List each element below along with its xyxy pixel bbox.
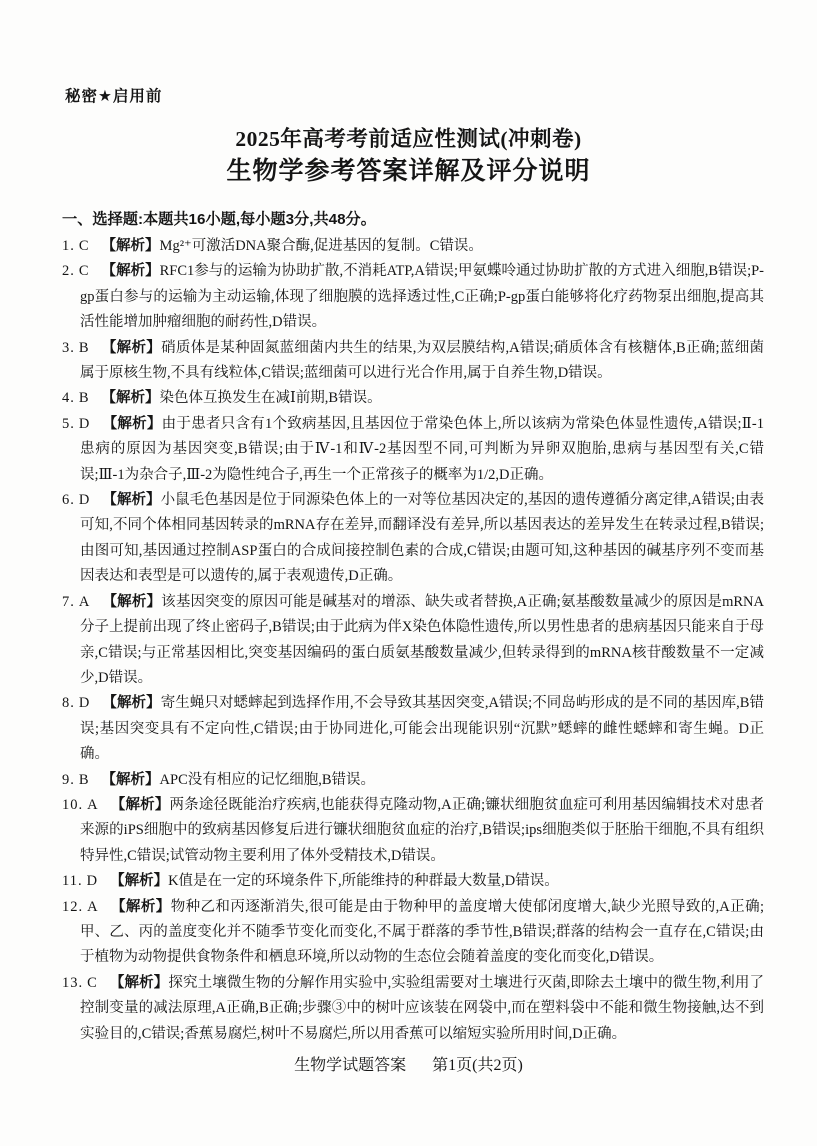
answers-list xyxy=(62,234,764,1047)
answer-item xyxy=(62,336,764,387)
explanation-text: 物种乙和丙逐渐消失,很可能是由于物种甲的盖度增大使郁闭度增大,缺少光照导致的,A正确;甲、乙、丙的盖度变化并不随季节变化而变化,不属于群落的季节性,B错误;群落的结构会一直存在,C错误;由于植物为动物提供食物条件和栖息环境,所以动物的生态位会随着盖度的变化而变化,D错误。 xyxy=(80,898,765,966)
answer-item xyxy=(62,412,764,488)
answer-item xyxy=(62,895,764,971)
explanation-text: 由于患者只含有1个致病基因,且基因位于常染色体上,所以该病为常染色体显性遗传,A错误;Ⅱ-1患病的原因为基因突变,B错误;由于Ⅳ-1和Ⅳ-2基因型不同,可判断为异卵双胞胎,患病与基因型有关,C错误;Ⅲ-1为杂合子,Ⅲ-2为隐性纯合子,再生一个正常孩子的概率为1/2,D正确。 xyxy=(80,415,764,483)
question-number: 3. xyxy=(62,339,75,356)
explanation-text: 探究土壤微生物的分解作用实验中,实验组需要对土壤进行灭菌,即除去土壤中的微生物,利用了控制变量的减法原理,A正确,B正确;步骤③中的树叶应该装在网袋中,而在塑料袋中不能和微生物接触,达不到实验目的,C错误;香蕉易腐烂,树叶不易腐烂,所以用香蕉可以缩短实验所用时间,D正确。 xyxy=(80,974,765,1042)
analysis-label: 【解析】 xyxy=(110,796,170,813)
analysis-label: 【解析】 xyxy=(102,695,161,712)
explanation-text: K值是在一定的环境条件下,所能维持的种群最大数量,D错误。 xyxy=(168,873,559,890)
analysis-label: 【解析】 xyxy=(110,873,169,890)
question-number: 7. xyxy=(62,593,75,610)
footer-document-name: 生物学试题答案 xyxy=(294,1057,407,1074)
footer-page-number: 第1页(共2页) xyxy=(432,1057,523,1074)
question-number: 10. xyxy=(62,796,84,813)
explanation-text: 小鼠毛色基因是位于同源染色体上的一对等位基因决定的,基因的遗传遵循分离定律,A错误;由表可知,不同个体相同基因转录的mRNA存在差异,而翻译没有差异,所以基因表达的差异发生在转录过程,B错误;由图可知,基因通过控制ASP蛋白的合成间接控制色素的合成,C错误;由题可知,这种基因的碱基序列不变而基因表达和表型是可以遗传的,属于表观遗传,D正确。 xyxy=(80,492,764,585)
explanation-text: 染色体互换发生在减Ⅰ前期,B错误。 xyxy=(159,390,382,407)
answer-letter: B xyxy=(78,771,89,788)
question-number: 12. xyxy=(62,898,84,915)
explanation-text: 两条途径既能治疗疾病,也能获得克隆动物,A正确;镰状细胞贫血症可利用基因编辑技术对患者来源的iPS细胞中的致病基因修复后进行镰状细胞贫血症的治疗,B错误;ips细胞类似于胚胎干细胞,不具有组织特异性,C错误;试管动物主要利用了体外受精技术,D错误。 xyxy=(80,796,765,864)
question-number: 2. xyxy=(62,263,75,280)
explanation-text: Mg²⁺可激活DNA聚合酶,促进基因的复制。C错误。 xyxy=(159,238,483,254)
answer-letter: D xyxy=(78,415,90,432)
question-number: 11. xyxy=(62,873,83,890)
explanation-text: RFC1参与的运输为协助扩散,不消耗ATP,A错误;甲氨蝶呤通过协助扩散的方式进入细胞,B错误;P-gp蛋白参与的运输为主动运输,体现了细胞膜的选择透过性,C正确;P-gp蛋白能够将化疗药物泵出细胞,提高其活性能增加肿瘤细胞的耐药性,D错误。 xyxy=(80,263,764,331)
analysis-label: 【解析】 xyxy=(102,593,162,610)
answer-letter: A xyxy=(87,796,98,813)
exam-title: 2025年高考考前适应性测试(冲刺卷) xyxy=(235,127,582,151)
explanation-text: APC没有相应的记忆细胞,B错误。 xyxy=(159,771,376,788)
explanation-text: 硝质体是某种固氮蓝细菌内共生的结果,为双层膜结构,A错误;硝质体含有核糖体,B正确;蓝细菌属于原核生物,不具有线粒体,C错误;蓝细菌可以进行光合作用,属于自养生物,D错误。 xyxy=(80,339,764,382)
answer-letter: A xyxy=(78,593,90,610)
answer-letter: C xyxy=(78,238,89,254)
analysis-label: 【解析】 xyxy=(109,974,169,991)
document-title: 生物学参考答案详解及评分说明 xyxy=(226,157,591,185)
analysis-label: 【解析】 xyxy=(101,339,162,356)
analysis-label: 【解析】 xyxy=(101,238,160,254)
answer-letter: D xyxy=(86,873,98,890)
answer-letter: C xyxy=(78,263,89,280)
section-heading-multiple-choice: 一、选择题:本题共16小题,每小题3分,共48分。 xyxy=(62,211,376,228)
answer-letter: D xyxy=(78,492,90,509)
answer-letter: B xyxy=(78,390,89,407)
analysis-label: 【解析】 xyxy=(101,390,160,407)
question-number: 13. xyxy=(62,974,84,991)
answer-letter: A xyxy=(87,898,98,915)
explanation-text: 该基因突变的原因可能是碱基对的增添、缺失或者替换,A正确;氨基酸数量减少的原因是mRNA分子上提前出现了终止密码子,B错误;由于此病为伴X染色体隐性遗传,所以男性患者的患病基因只能来自于母亲,C错误;与正常基因相比,突变基因编码的蛋白质氨基酸数量减少,但转录得到的mRNA核苷酸数量不一定减少,D错误。 xyxy=(80,593,765,686)
analysis-label: 【解析】 xyxy=(110,898,171,915)
question-number: 5. xyxy=(62,415,75,432)
question-number: 8. xyxy=(62,695,75,712)
answer-content xyxy=(62,207,764,1047)
analysis-label: 【解析】 xyxy=(101,263,160,280)
analysis-label: 【解析】 xyxy=(101,771,160,788)
answer-item xyxy=(62,590,764,692)
answer-item xyxy=(62,259,764,335)
analysis-label: 【解析】 xyxy=(102,492,161,509)
answer-letter: C xyxy=(87,974,97,991)
security-classification-label: 秘密★启用前 xyxy=(65,88,163,105)
answer-letter: B xyxy=(78,339,89,356)
answer-item xyxy=(62,793,764,869)
question-number: 1. xyxy=(62,238,75,254)
answer-item xyxy=(62,234,764,259)
page-footer xyxy=(0,1052,817,1075)
answer-item xyxy=(62,691,764,767)
answer-item xyxy=(62,869,764,894)
answer-item xyxy=(62,768,764,793)
analysis-label: 【解析】 xyxy=(102,415,162,432)
explanation-text: 寄生蝇只对蟋蟀起到选择作用,不会导致其基因突变,A错误;不同岛屿形成的是不同的基因库,B错误;基因突变具有不定向性,C错误;由于协同进化,可能会出现能识别“沉默”蟋蟀的雌性蟋蟀和寄生蝇。D正确。 xyxy=(80,695,765,763)
answer-item xyxy=(62,971,764,1047)
question-number: 4. xyxy=(62,390,75,407)
answer-item xyxy=(62,386,764,411)
question-number: 9. xyxy=(62,771,75,788)
answer-letter: D xyxy=(78,695,90,712)
answer-item xyxy=(62,488,764,590)
question-number: 6. xyxy=(62,492,75,509)
